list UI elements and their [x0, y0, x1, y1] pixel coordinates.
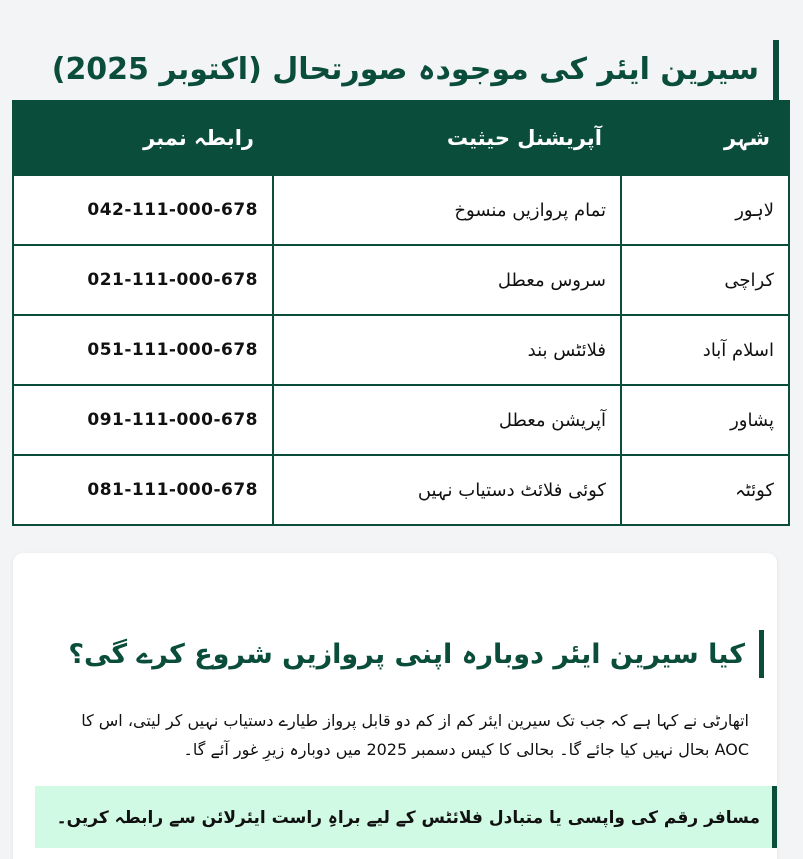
phone-cell: 021-111-000-678	[13, 245, 273, 315]
table-row	[13, 175, 789, 245]
status-cell: سروس معطل	[273, 245, 621, 315]
status-cell: کوئی فلائٹ دستیاب نہیں	[273, 455, 621, 525]
status-cell: فلائٹس بند	[273, 315, 621, 385]
phone-cell: 042-111-000-678	[13, 175, 273, 245]
city-cell: کوئٹہ	[621, 455, 789, 525]
note-text: مسافر رقم کی واپسی یا متبادل فلائٹس کے لیے براہِ راست ایئرلائن سے رابطہ کریں۔	[56, 807, 760, 828]
section-title: سیرین ایئر کی موجودہ صورتحال (اکتوبر 2025)	[52, 40, 779, 100]
table-row	[13, 455, 789, 525]
header-city: شہر	[621, 101, 789, 175]
table-header-row	[13, 101, 789, 175]
city-cell: لاہور	[621, 175, 789, 245]
phone-cell: 091-111-000-678	[13, 385, 273, 455]
city-cell: کراچی	[621, 245, 789, 315]
card-title: کیا سیرین ایئر دوبارہ اپنی پروازیں شروع کرے گی؟	[68, 630, 764, 678]
header-status: آپریشنل حیثیت	[273, 101, 621, 175]
status-cell: آپریشن معطل	[273, 385, 621, 455]
status-table	[12, 100, 790, 526]
note-box	[35, 786, 777, 848]
phone-cell: 051-111-000-678	[13, 315, 273, 385]
table-row	[13, 245, 789, 315]
table-row	[13, 315, 789, 385]
info-card	[13, 553, 777, 859]
phone-cell: 081-111-000-678	[13, 455, 273, 525]
status-cell: تمام پروازیں منسوخ	[273, 175, 621, 245]
table-row	[13, 385, 789, 455]
city-cell: اسلام آباد	[621, 315, 789, 385]
card-paragraph: اتھارٹی نے کہا ہے کہ جب تک سیرین ایئر کم از کم دو قابل پرواز طیارے دستیاب نہیں کر لیتی، اس کا AOC بحال نہیں کیا جائے گا۔ بحالی کا کیس دسمبر 2025 میں دوبارہ زیرِ غور آئے گا۔	[81, 711, 749, 759]
city-cell: پشاور	[621, 385, 789, 455]
header-contact: رابطہ نمبر	[13, 101, 273, 175]
